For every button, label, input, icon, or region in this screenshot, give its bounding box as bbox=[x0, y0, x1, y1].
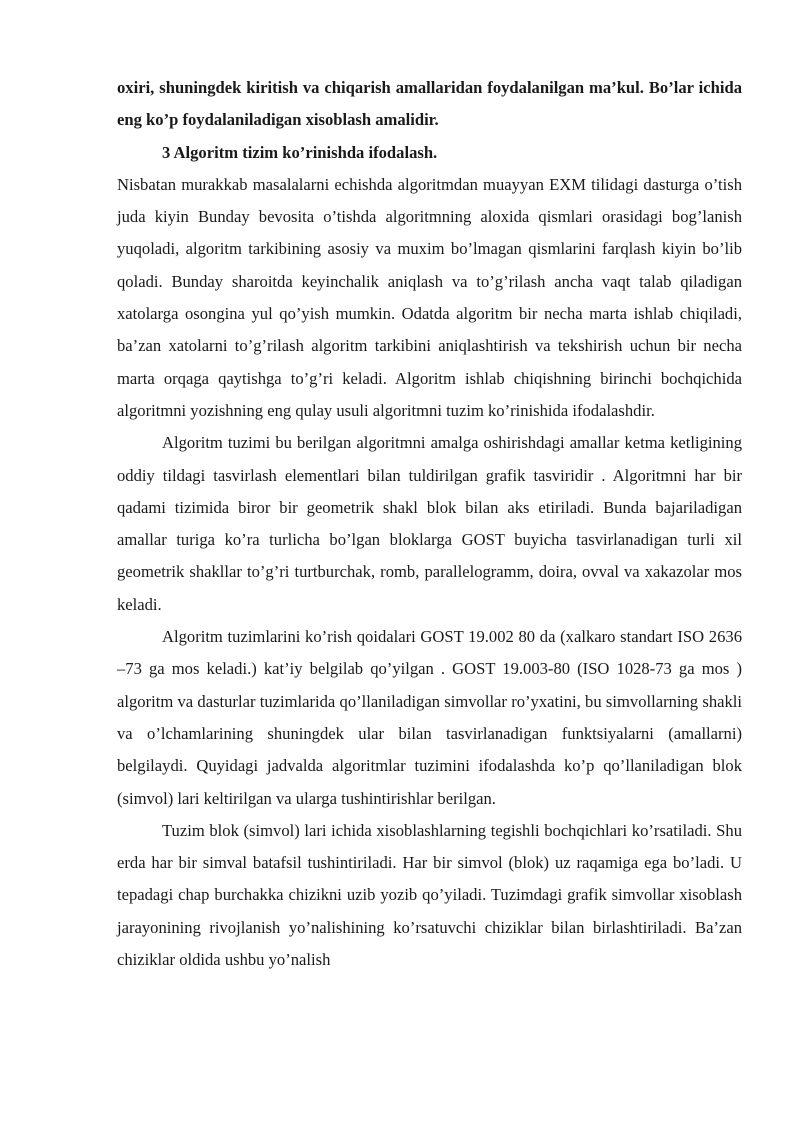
paragraph-4: Tuzim blok (simvol) lari ichida xisoblashlarning tegishli bochqichlari ko’rsatiladi. Shu erda har bir simval batafsil tushintiriladi. Har bir simvol (blok) uz raqamiga ega bo’ladi. U tepadagi chap burchakka chizikni uzib yozib qo’yiladi. Tuzimdagi grafik simvollar xisoblash jarayonining rivojlanish yo’nalishining ko’rsatuvchi chiziklar bilan birlashtiriladi. Ba’zan chiziklar oldida ushbu yo’nalish bbox=[117, 820, 742, 970]
paragraph-1: Nisbatan murakkab masalalarni echishda algoritmdan muayyan EXM tilidagi dasturga o’tish juda kiyin Bunday bevosita o’tishda algoritmning aloxida qismlari orasidagi bog’lanish yuqoladi, algoritm tarkibining asosiy va muxim bo’lmagan qismlarini farqlash kiyin bo’lib qoladi. Bunday sharoitda keyinchalik aniqlash va to’g’rilash ancha vaqt talab qiladigan xatolarga osongina yul qo’yish mumkin. Odatda algoritm bir necha marta ishlab chiqiladi, ba’zan xatolarni to’g’rilash algoritm tarkibini aniqlashtirish va tekshirish uchun bir necha marta orqaga qaytishga to’g’ri keladi. Algoritm ishlab chiqishning birinchi bochqichida algoritmni yozishning eng qulay usuli algoritmni tuzim ko’rinishida ifodalashdir. bbox=[117, 174, 742, 420]
intro-text: oxiri, shuningdek kiritish va chiqarish amallaridan foydalanilgan ma’kul. Bo’lar ichida eng ko’p foydalaniladigan xisoblash amalidir. bbox=[117, 78, 742, 130]
document-body bbox=[117, 72, 742, 976]
section-heading: 3 Algoritm tizim ko’rinishda ifodalash. bbox=[162, 142, 438, 162]
paragraph-2: Algoritm tuzimi bu berilgan algoritmni amalga oshirishdagi amallar ketma ketligining oddiy tildagi tasvirlash elementlari bilan tuldirilgan grafik tasviridir . Algoritmni har bir qadami tizimida biror bir geometrik shakl blok bilan aks etiriladi. Bunda bajariladigan amallar turiga ko’ra turlicha bo’lgan bloklarga GOST buyicha tasvirlanadigan turli xil geometrik shakllar to’g’ri turtburchak, romb, parallelogramm, doira, ovval va xakazolar mos keladi. bbox=[117, 433, 742, 614]
paragraph-3: Algoritm tuzimlarini ko’rish qoidalari GOST 19.002 80 da (xalkaro standart ISO 2636 –73 ga mos keladi.) kat’iy belgilab qo’yilgan . GOST 19.003-80 (ISO 1028-73 ga mos ) algoritm va dasturlar tuzimlarida qo’llaniladigan simvollar ro’yxatini, bu simvollarning shakli va o’lchamlarining shuningdek ular bilan tasvirlanadigan funktsiyalarni (amallarni) belgilaydi. Quyidagi jadvalda algoritmlar tuzimini ifodalashda ko’p qo’llaniladigan blok (simvol) lari keltirilgan va ularga tushintirishlar berilgan. bbox=[117, 627, 742, 808]
